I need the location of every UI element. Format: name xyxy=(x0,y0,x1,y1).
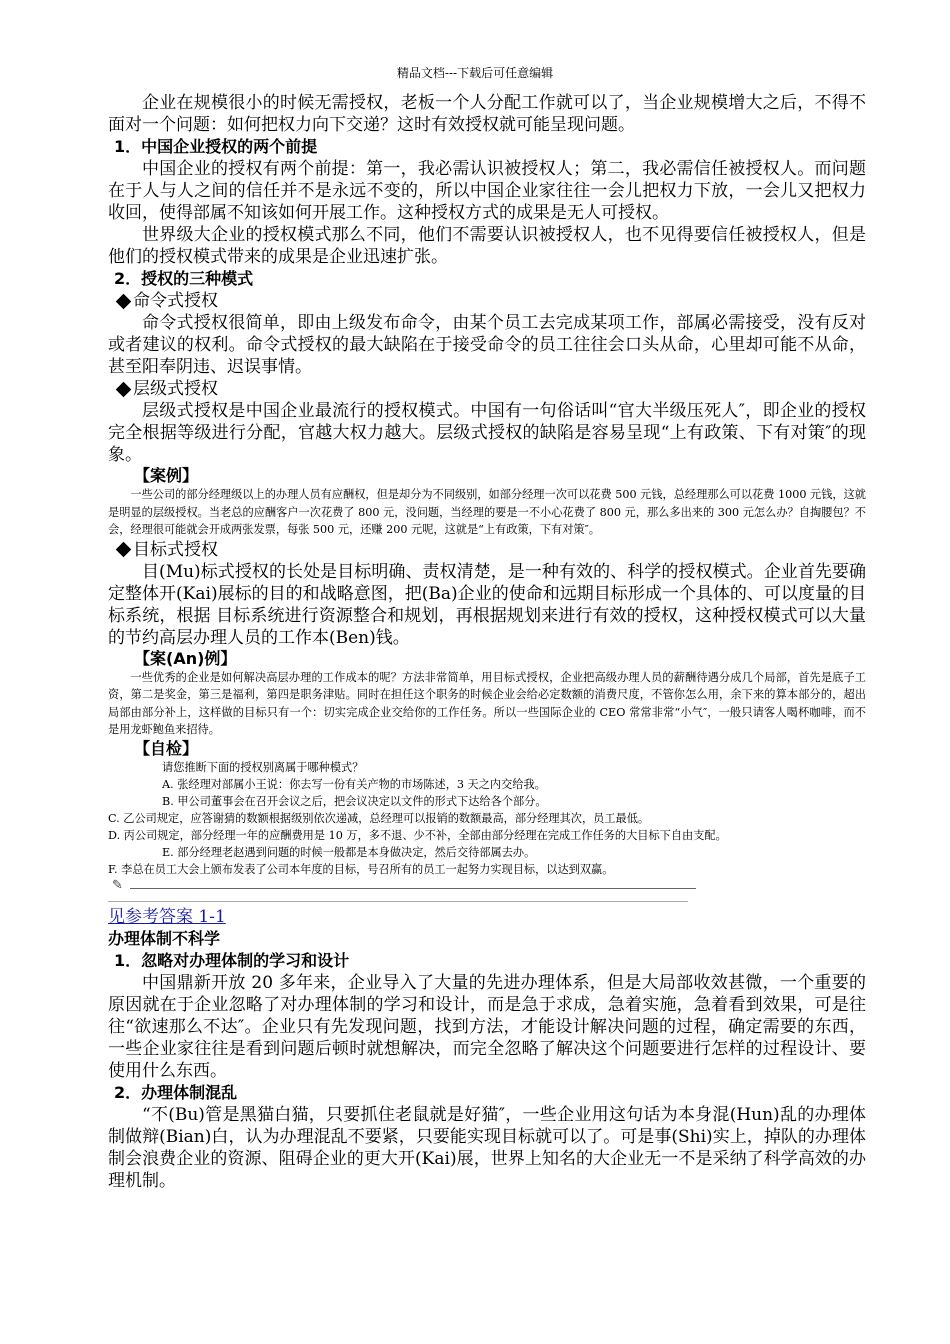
answer-line xyxy=(108,878,866,896)
mode-1-title: 命令式授权 xyxy=(133,291,218,311)
section-1-paragraph-2: 世界级大企业的授权模式那么不同，他们不需要认识被授权人，也不见得要信任被授权人，但是他们的授权模式带来的成果是企业迅速扩张。 xyxy=(108,225,866,267)
case-2-heading: 【案(An)例】 xyxy=(134,648,237,668)
pen-icon: ✎ xyxy=(112,877,123,893)
case-2-text: 一些优秀的企业是如何解决高层办理的工作成本的呢？方法非常简单，用目标式授权，企业把高级办理人员的薪酬待遇分成几个局部，首先是底子工资，第二是奖金，第三是福利，第四是职务津贴。同时在担任这个职务的时候企业会给必定数额的消费尺度，不管你怎么用，余下来的算本部分的，超出局部由部分补上，这样做的目标只有一个：切实完成企业交给你的工作任务。所以一些国际企业的 CEO 常常非常“小气″，一般只请客人喝杯咖啡，而不是用龙虾鲍鱼来招待。 xyxy=(108,670,866,736)
divider-rule xyxy=(108,901,688,902)
quiz-question: 请您推断下面的授权别离属于哪种模式？ xyxy=(162,760,364,774)
mode-3-title: 目标式授权 xyxy=(133,539,218,560)
section-2-heading: 2．授权的三种模式 xyxy=(114,269,254,288)
mode-3-heading xyxy=(108,539,866,561)
section-3-subheading-1: 1．忽略对办理体制的学习和设计 xyxy=(114,950,350,970)
mode-3-paragraph: 目(Mu)标式授权的长处是目标明确、责权清楚，是一种有效的、科学的授权模式。企业首先要确定整体开(Kai)展标的目的和战略意图，把(Ba)企业的使命和远期目标形成一个具体的、可以度量的目标系统，根据 目标系统进行资源整合和规划，再根据规划来进行有效的授权，这种授权模式可以大量的节约高层办理人员的工作本(Ben)钱。 xyxy=(108,561,866,648)
quiz-option-a: A. 张经理对部属小王说：你去写一份有关产物的市场陈述，3 天之内交给我。 xyxy=(162,777,546,791)
section-3-paragraph-2: “不(Bu)管是黑猫白猫，只要抓住老鼠就是好猫″，一些企业用这句话为本身混(Hun)乱的办理体制做辩(Bian)白，认为办理混乱不要紧，只要能实现目标就可以了。可是事(Shi)实上，掉队的办理体制会浪费企业的资源、阻碍企业的更大开(Kai)展，世界上知名的大企业无一不是采纳了科学高效的办理机制。 xyxy=(108,1104,866,1191)
quiz-option-e: E. 部分经理老赵遇到问题的时候一般都是本身做决定，然后交待部属去办。 xyxy=(162,845,536,859)
section-1-heading: 1．中国企业授权的两个前提 xyxy=(114,137,318,156)
quiz-option-f: F. 李总在员工大会上颁布发表了公司本年度的目标，号召所有的员工一起努力实现目标，以达到双赢。 xyxy=(108,862,614,876)
page-header: 精品文档---下载后可任意编辑 xyxy=(396,66,554,80)
mode-2-title: 层级式授权 xyxy=(133,379,218,399)
case-1-heading: 【案例】 xyxy=(134,466,199,485)
diamond-bullet-icon xyxy=(116,542,132,558)
section-3-heading: 办理体制不科学 xyxy=(108,928,221,948)
divider xyxy=(108,896,866,906)
intro-paragraph: 企业在规模很小的时候无需授权，老板一个人分配工作就可以了，当企业规模增大之后，不得不面对一个问题：如何把权力向下交递？这时有效授权就可能呈现问题。 xyxy=(108,93,866,135)
mode-1-heading xyxy=(108,290,866,312)
mode-2-heading xyxy=(108,378,866,400)
case-1-text: 一些公司的部分经理级以上的办理人员有应酬权，但是却分为不同级别，如部分经理一次可以花费 500 元钱，总经理那么可以花费 1000 元钱，这就是明显的层级授权。当老总的应酬客户一次花费了 800 元，没问题，当经理的要是一不小心花费了 800 元，那么多出来的 300 元怎么办？自掏腰包？不会，经理很可能就会开成两张发票，每张 500 元，还赚 200 元呢，这就是“上有政策，下有对策″。 xyxy=(108,488,866,536)
diamond-bullet-icon xyxy=(116,293,132,309)
quiz-heading: 【自检】 xyxy=(134,738,199,758)
answer-line-rule xyxy=(130,888,696,889)
quiz-option-c: C. 乙公司规定，应答谢猜的数额根据级别依次递减，总经理可以报销的数额最高，部分经理其次，员工最低。 xyxy=(108,811,650,825)
quiz-option-b: B. 甲公司董事会在召开会议之后，把会议决定以文件的形式下达给各个部分。 xyxy=(162,794,547,808)
section-1-paragraph-1: 中国企业的授权有两个前提：第一，我必需认识被授权人；第二，我必需信任被授权人。而问题在于人与人之间的信任并不是永远不变的，所以中国企业家往往一会儿把权力下放，一会儿又把权力收回，使得部属不知该如何开展工作。这种授权方式的成果是无人可授权。 xyxy=(108,159,866,223)
document-body xyxy=(108,92,866,1192)
section-3-subheading-2: 2．办理体制混乱 xyxy=(114,1082,238,1102)
mode-2-paragraph: 层级式授权是中国企业最流行的授权模式。中国有一句俗话叫“官大半级压死人″，即企业的授权完全根据等级进行分配，官越大权力越大。层级式授权的缺陷是容易呈现“上有政策、下有对策″的现象。 xyxy=(108,401,866,465)
section-3-paragraph-1: 中国鼎新开放 20 多年来，企业导入了大量的先进办理体系，但是大局部收效甚微，一个重要的原因就在于企业忽略了对办理体制的学习和设计，而是急于求成，急着实施，急着看到效果，可是往往“欲速那么不达″。企业只有先发现问题，找到方法，才能设计解决问题的过程，确定需要的东西，一些企业家往往是看到问题后顿时就想解决，而完全忽略了解决这个问题要进行怎样的过程设计、要使用什么东西。 xyxy=(108,972,866,1081)
diamond-bullet-icon xyxy=(116,381,132,397)
mode-1-paragraph: 命令式授权很简单，即由上级发布命令，由某个员工去完成某项工作，部属必需接受，没有反对或者建议的权利。命令式授权的最大缺陷在于接受命令的员工往往会口头从命，心里却可能不从命，甚至阳奉阴违、迟误事情。 xyxy=(108,313,866,377)
quiz-option-d: D. 丙公司规定，部分经理一年的应酬费用是 10 万，多不退、少不补，全部由部分经理在完成工作任务的大目标下自由支配。 xyxy=(108,828,727,842)
answer-link[interactable]: 见参考答案 1-1 xyxy=(108,906,226,927)
